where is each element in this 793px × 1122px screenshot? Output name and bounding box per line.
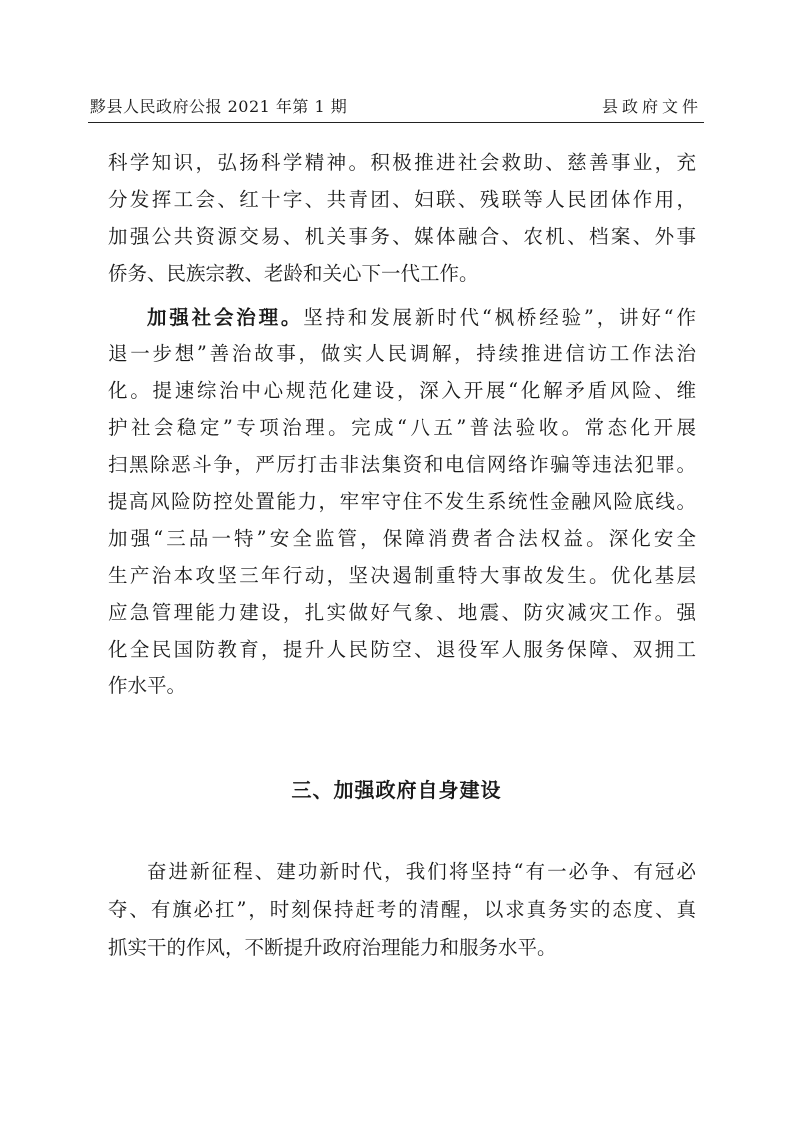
gazette-title: 黟县人民政府公报 2021 年第 1 期: [90, 97, 348, 116]
text-line: 抓实干的作风，不断提升政府治理能力和服务水平。: [108, 936, 557, 959]
bold-lead-phrase: 加强社会治理。: [147, 305, 304, 329]
text-line: 科学知识，弘扬科学精神。积极推进社会救助、慈善事业，充: [108, 151, 696, 174]
text-line: 应急管理能力建设，扎实做好气象、地震、防灾减灾工作。强: [108, 600, 696, 624]
section-label: 县政府文件: [601, 97, 702, 116]
text-line: 生产治本攻坚三年行动，坚决遏制重特大事故发生。优化基层: [108, 563, 696, 587]
text-line: 化全民国防教育，提升人民防空、退役军人服务保障、双拥工: [108, 637, 696, 661]
text-line: 提高风险防控处置能力，牢牢守住不发生系统性金融风险底线。: [108, 490, 696, 514]
text-line: 加强“三品一特”安全监管，保障消费者合法权益。深化安全: [108, 526, 696, 550]
text-line: 退一步想”善治故事，做实人民调解，持续推进信访工作法治: [108, 342, 696, 366]
header-rule: [88, 122, 704, 123]
text-run: 坚持和发展新时代“枫桥经验”，讲好“作: [303, 305, 696, 329]
text-line: 护社会稳定”专项治理。完成“八五”普法验收。常态化开展: [108, 416, 696, 440]
paragraph-2: [108, 300, 696, 706]
text-line: [108, 300, 696, 337]
text-line: 加强公共资源交易、机关事务、媒体融合、农机、档案、外事: [108, 224, 696, 248]
paragraph-1: [108, 145, 696, 293]
section-heading: 三、加强政府自身建设: [291, 778, 502, 802]
text-line: 扫黑除恶斗争，严厉打击非法集资和电信网络诈骗等违法犯罪。: [108, 453, 696, 477]
text-line: 奋进新征程、建功新时代，我们将坚持“有一必争、有冠必: [147, 860, 696, 883]
body-text: [108, 145, 696, 705]
text-line: 夺、有旗必扛”，时刻保持赶考的清醒，以求真务实的态度、真: [108, 898, 696, 921]
page-header: [90, 94, 702, 124]
text-line: 化。提速综治中心规范化建设，深入开展“化解矛盾风险、维: [108, 379, 696, 403]
paragraph-3: [108, 853, 696, 967]
text-line: 侨务、民族宗教、老龄和关心下一代工作。: [108, 261, 479, 285]
text-line: 作水平。: [108, 674, 187, 698]
text-line: 分发挥工会、红十字、共青团、妇联、残联等人民团体作用，: [108, 187, 696, 211]
